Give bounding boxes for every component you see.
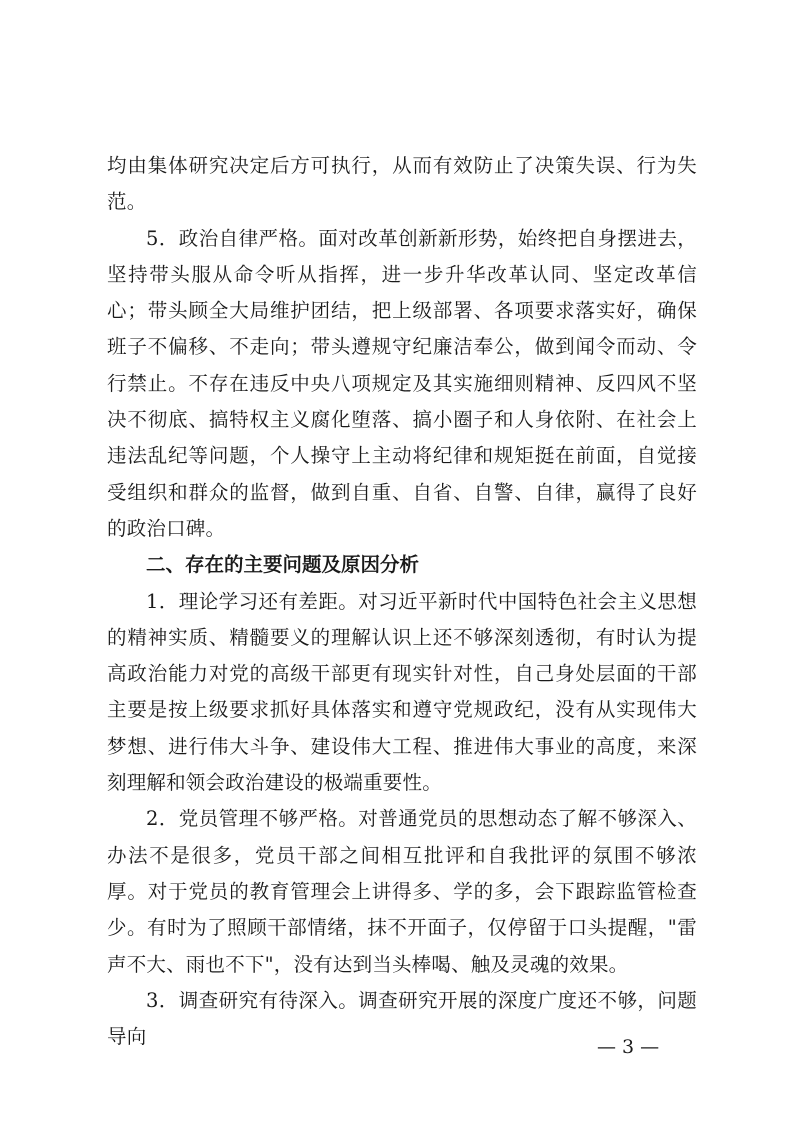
paragraph-political-discipline: 5．政治自律严格。面对改革创新新形势，始终把自身摆进去，坚持带头服从命令听从指挥，进一步升华改革认同、坚定改革信心；带头顾全大局维护团结，把上级部署、各项要求落实好，确保班子不偏移、不走向；带头遵规守纪廉洁奉公，做到闻令而动、令行禁止。不存在违反中央八项规定及其实施细则精神、反四风不坚决不彻底、搞特权主义腐化堕落、搞小圈子和人身依附、在社会上违法乱纪等问题，个人操守上主动将纪律和规矩挺在前面，自觉接受组织和群众的监督，做到自重、自省、自警、自律，赢得了良好的政治口碑。 <box>107 226 697 540</box>
document-body <box>107 148 697 1055</box>
paragraph-continuation: 均由集体研究决定后方可执行，从而有效防止了决策失误、行为失范。 <box>107 154 697 214</box>
paragraph-investigation-research: 3．调查研究有待深入。调查研究开展的深度广度还不够，问题导向 <box>107 988 697 1049</box>
page-number: — 3 — <box>597 1036 660 1058</box>
paragraph-member-management: 2．党员管理不够严格。对普通党员的思想动态了解不够深入、办法不是很多，党员干部之间相互批评和自我批评的氛围不够浓厚。对于党员的教育管理会上讲得多、学的多，会下跟踪监管检查少。有时为了照顾干部情绪，抹不开面子，仅停留于口头提醒，"雷声不大、雨也不下"，没有达到当头棒喝、触及灵魂的效果。 <box>107 807 697 976</box>
paragraph-theory-study: 1．理论学习还有差距。对习近平新时代中国特色社会主义思想的精神实质、精髓要义的理解认识上还不够深刻透彻，有时认为提高政治能力对党的高级干部更有现实针对性，自己身处层面的干部主要是按上级要求抓好具体落实和遵守党规政纪，没有从实现伟大梦想、进行伟大斗争、建设伟大工程、推进伟大事业的高度，来深刻理解和领会政治建设的极端重要性。 <box>107 589 697 795</box>
section-heading: 二、存在的主要问题及原因分析 <box>146 553 420 577</box>
